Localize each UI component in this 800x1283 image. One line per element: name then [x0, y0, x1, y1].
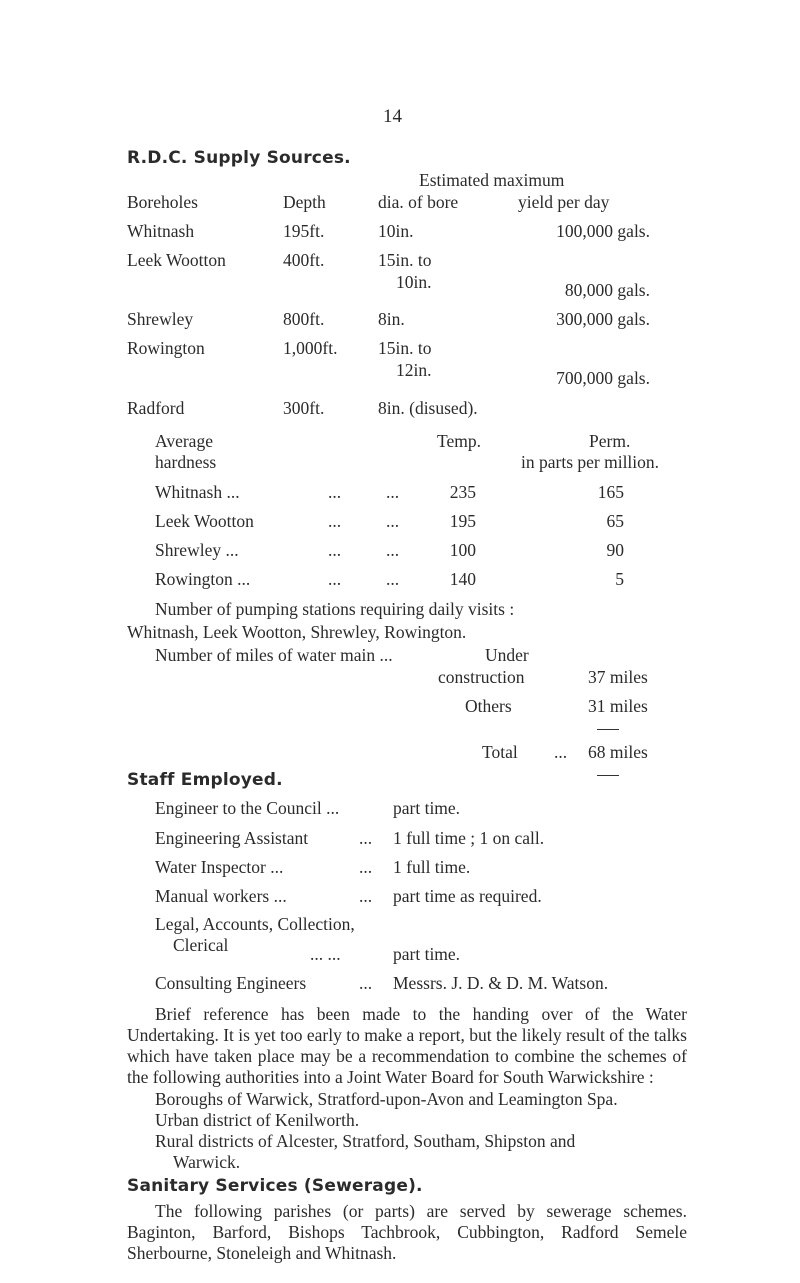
borehole-dia: 8in.: [378, 309, 405, 329]
borehole-depth: 800ft.: [283, 309, 325, 329]
staff-value: part time as required.: [393, 886, 542, 906]
leader-dots: ... ...: [310, 944, 341, 964]
borehole-dia-cont: 10in.: [396, 272, 432, 292]
leader-dots: ...: [554, 742, 568, 762]
leader-dots: ...: [386, 482, 400, 502]
col-average: Average: [155, 431, 213, 451]
staff-value: Messrs. J. D. & D. M. Watson.: [393, 973, 609, 993]
borehole-name: Radford: [127, 398, 185, 418]
leader-dots: ...: [386, 540, 400, 560]
stations-line2: Whitnash, Leek Wootton, Shrewley, Rowington.: [127, 622, 467, 642]
staff-role: Manual workers ...: [155, 886, 287, 906]
staff-value: 1 full time.: [393, 857, 471, 877]
sanitary-heading: Sanitary Services (Sewerage).: [127, 1176, 423, 1196]
staff-value: part time.: [393, 944, 461, 964]
mains-total-value: 68 miles: [588, 742, 648, 762]
borehole-yield: 80,000 gals.: [564, 280, 650, 300]
hardness-temp: 140: [449, 569, 476, 589]
borehole-yield: 700,000 gals.: [556, 368, 650, 388]
col-boreholes: Boreholes: [127, 192, 198, 212]
hardness-perm: 90: [606, 540, 624, 560]
borehole-dia-cont: 12in.: [396, 360, 432, 380]
mains-construction-value: 37 miles: [588, 667, 648, 687]
borehole-yield: 300,000 gals.: [556, 309, 650, 329]
staff-value: 1 full time ; 1 on call.: [393, 828, 545, 848]
staff-role: Water Inspector ...: [155, 857, 284, 877]
borehole-depth: 300ft.: [283, 398, 325, 418]
brief-paragraph: Brief reference has been made to the handing over of the Water Undertaking. It is yet too early to make a report, but the likely result of the talks which have taken place may be a recommendation to combine the schemes of the following authorities into a Joint Water Board for South Warwickshire :: [127, 1004, 687, 1087]
brief-item-cont: Warwick.: [173, 1152, 241, 1172]
leader-dots: ...: [386, 569, 400, 589]
leader-dots: ...: [359, 857, 373, 877]
borehole-dia: 8in. (disused).: [378, 398, 478, 418]
leader-dots: ...: [328, 482, 342, 502]
borehole-name: Shrewley: [127, 309, 194, 329]
col-depth: Depth: [283, 192, 326, 212]
sum-rule: [597, 729, 619, 730]
staff-role: Engineer to the Council ...: [155, 798, 340, 818]
borehole-depth: 1,000ft.: [283, 338, 338, 358]
staff-role: Legal, Accounts, Collection,: [155, 914, 355, 934]
leader-dots: ...: [359, 973, 373, 993]
hardness-name: Leek Wootton: [155, 511, 254, 531]
stations-line1: Number of pumping stations requiring daily visits :: [155, 599, 515, 619]
hardness-temp: 235: [449, 482, 476, 502]
borehole-dia: 10in.: [378, 221, 414, 241]
leader-dots: ...: [328, 569, 342, 589]
brief-item: Rural districts of Alcester, Stratford, Southam, Shipston and: [155, 1131, 576, 1151]
leader-dots: ...: [359, 828, 373, 848]
hardness-name: Rowington ...: [155, 569, 251, 589]
hardness-perm: 65: [606, 511, 624, 531]
hardness-perm: 5: [615, 569, 624, 589]
staff-role-cont: Clerical: [173, 935, 229, 955]
supply-heading: R.D.C. Supply Sources.: [127, 148, 351, 168]
leader-dots: ...: [328, 540, 342, 560]
mains-others: Others: [465, 696, 512, 716]
mains-construction: construction: [438, 667, 525, 687]
page-number: 14: [383, 106, 402, 127]
total-rule: [597, 775, 619, 776]
hardness-name: Whitnash ...: [155, 482, 240, 502]
staff-role: Consulting Engineers: [155, 973, 307, 993]
borehole-dia: 15in. to: [378, 338, 432, 358]
borehole-dia: 15in. to: [378, 250, 432, 270]
leader-dots: ...: [359, 886, 373, 906]
col-perm: Perm.: [589, 431, 631, 451]
borehole-name: Leek Wootton: [127, 250, 226, 270]
sanitary-paragraph: The following parishes (or parts) are served by sewerage schemes. Baginton, Barford, Bishops Tachbrook, Cubbington, Radford Semele Sherbourne, Stoneleigh and Whitnash.: [127, 1201, 687, 1263]
mains-under: Under: [485, 645, 529, 665]
brief-item: Boroughs of Warwick, Stratford-upon-Avon and Leamington Spa.: [155, 1089, 618, 1109]
borehole-name: Whitnash: [127, 221, 195, 241]
col-yield: yield per day: [518, 192, 610, 212]
mains-others-value: 31 miles: [588, 696, 648, 716]
brief-item: Urban district of Kenilworth.: [155, 1110, 360, 1130]
mains-total: Total: [482, 742, 518, 762]
col-dia: dia. of bore: [378, 192, 459, 212]
hardness-temp: 100: [449, 540, 476, 560]
col-temp: Temp.: [437, 431, 481, 451]
staff-value: part time.: [393, 798, 461, 818]
borehole-depth: 195ft.: [283, 221, 325, 241]
borehole-depth: 400ft.: [283, 250, 325, 270]
hardness-perm: 165: [597, 482, 624, 502]
hardness-temp: 195: [449, 511, 476, 531]
leader-dots: ...: [328, 511, 342, 531]
mains-label: Number of miles of water main ...: [155, 645, 393, 665]
borehole-name: Rowington: [127, 338, 205, 358]
staff-role: Engineering Assistant: [155, 828, 309, 848]
hardness-name: Shrewley ...: [155, 540, 239, 560]
leader-dots: ...: [386, 511, 400, 531]
staff-heading: Staff Employed.: [127, 770, 283, 790]
col-estimated: Estimated maximum: [419, 170, 565, 190]
col-unit: in parts per million.: [521, 452, 660, 472]
borehole-yield: 100,000 gals.: [556, 221, 650, 241]
col-hardness: hardness: [155, 452, 217, 472]
